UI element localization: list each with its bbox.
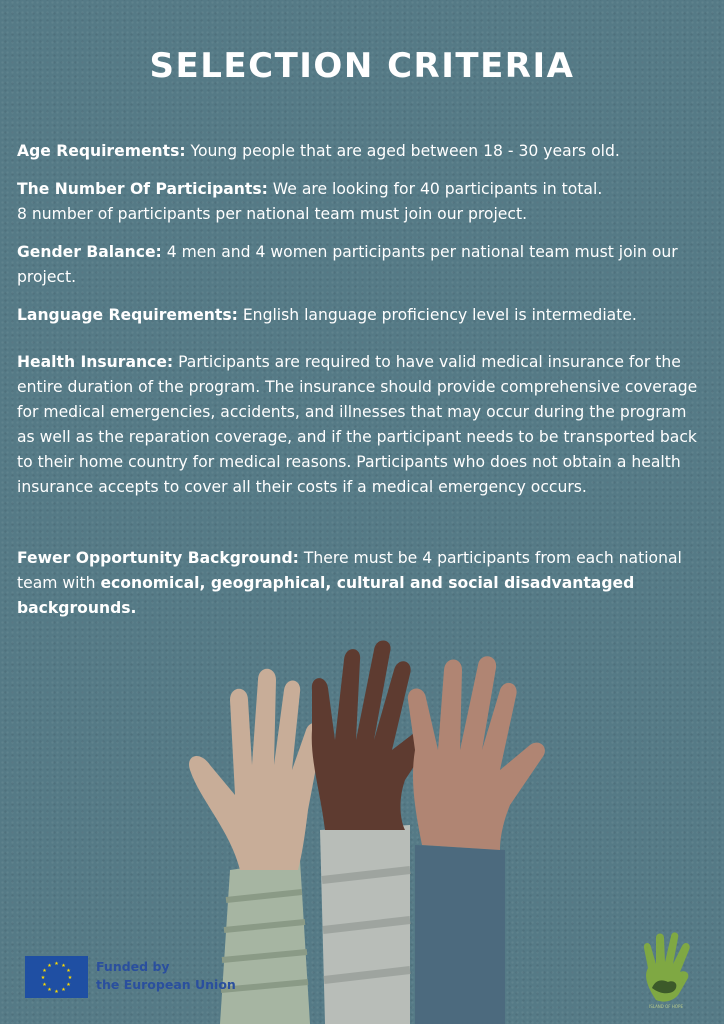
fewer-opportunity-background bbox=[17, 546, 707, 621]
participants-text: We are looking for 40 participants in total. bbox=[267, 180, 603, 198]
left-sleeve bbox=[220, 860, 310, 1024]
svg-text:★: ★ bbox=[61, 963, 66, 969]
svg-text:★: ★ bbox=[54, 989, 59, 995]
age-text: Young people that are aged between 18 - 30 years old. bbox=[185, 142, 620, 160]
fewer-bold-tail: economical, geographical, cultural and social disadvantaged backgrounds. bbox=[17, 574, 635, 617]
participants-line2: 8 number of participants per national team must join our project. bbox=[17, 205, 528, 223]
eu-funding-text bbox=[96, 958, 246, 994]
language-text: English language proficiency level is intermediate. bbox=[237, 306, 637, 324]
health-label: Health Insurance: bbox=[17, 353, 174, 371]
fewer-label: Fewer Opportunity Background: bbox=[17, 549, 299, 567]
age-label: Age Requirements: bbox=[17, 142, 186, 160]
gender-label: Gender Balance: bbox=[17, 243, 162, 261]
right-hand bbox=[408, 656, 545, 850]
health-insurance bbox=[17, 350, 707, 500]
logo-caption: ISLAND OF HOPE bbox=[649, 1004, 683, 1009]
svg-text:★: ★ bbox=[47, 963, 52, 969]
gender-balance bbox=[17, 240, 707, 290]
language-requirements bbox=[17, 303, 707, 328]
svg-text:★: ★ bbox=[42, 982, 47, 988]
age-requirements bbox=[17, 139, 707, 164]
eu-line2: the European Union bbox=[96, 977, 236, 992]
svg-text:★: ★ bbox=[67, 975, 73, 981]
left-hand bbox=[189, 669, 323, 870]
participants-label: The Number Of Participants: bbox=[17, 180, 268, 198]
gender-text: 4 men and 4 women participants per national team must join our project. bbox=[17, 243, 678, 286]
svg-text:★: ★ bbox=[66, 982, 71, 988]
health-text: Participants are required to have valid medical insurance for the entire duration of the program. The insurance should provide comprehensive coverage for medical emergencies, accidents, and illnesses that may occur during the program as well as the reparation coverage, and if the participant needs to be transported back to their home country for medical reasons. Participants who does not obtain a health insurance accepts to cover all their costs if a medical emergency occurs. bbox=[17, 353, 698, 496]
svg-text:★: ★ bbox=[40, 975, 46, 981]
svg-text:★: ★ bbox=[66, 968, 71, 974]
eu-line1: Funded by bbox=[96, 959, 170, 974]
svg-text:★: ★ bbox=[47, 987, 52, 993]
island-of-hope-logo bbox=[636, 930, 696, 1012]
right-sleeve bbox=[415, 845, 505, 1024]
eu-flag-icon bbox=[25, 956, 88, 998]
language-label: Language Requirements: bbox=[17, 306, 238, 324]
number-of-participants bbox=[17, 177, 707, 227]
svg-text:★: ★ bbox=[61, 987, 66, 993]
page-title: SELECTION CRITERIA bbox=[149, 46, 575, 86]
fewer-text: There must be 4 participants from each national team with bbox=[17, 549, 682, 592]
svg-text:★: ★ bbox=[42, 968, 47, 974]
svg-text:★: ★ bbox=[54, 961, 59, 967]
